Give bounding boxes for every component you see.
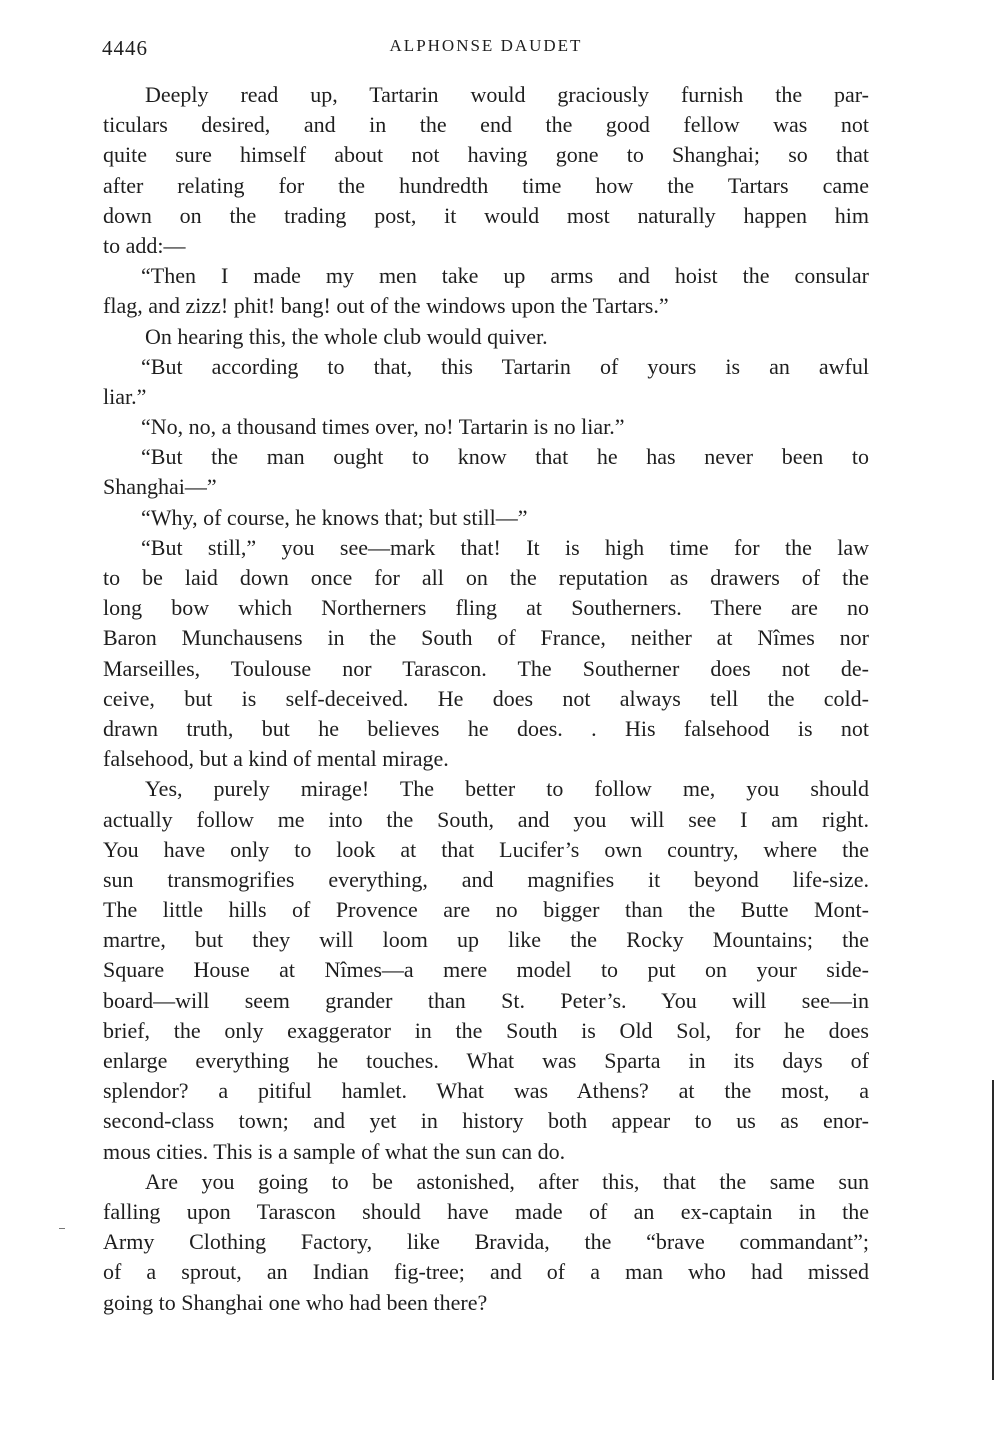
text-line: Shanghai—” bbox=[103, 474, 217, 500]
text-line: Baron Munchausens in the South of France, neither at Nîmes nor bbox=[103, 625, 869, 651]
text-line: “No, no, a thousand times over, no! Tartarin is no liar.” bbox=[141, 414, 625, 440]
text-line: Army Clothing Factory, like Bravida, the “brave commandant”; bbox=[103, 1229, 869, 1255]
text-line: You have only to look at that Lucifer’s own country, where the bbox=[103, 836, 869, 862]
text-line: Yes, purely mirage! The better to follow me, you should bbox=[145, 776, 869, 802]
text-line: Are you going to be astonished, after this, that the same sun bbox=[145, 1168, 869, 1194]
text-line: brief, the only exaggerator in the South is Old Sol, for he does bbox=[103, 1017, 869, 1043]
text-line: Square House at Nîmes—a mere model to put on your side- bbox=[103, 957, 869, 983]
text-line: mous cities. This is a sample of what the sun can do. bbox=[103, 1138, 566, 1164]
text-line: “But according to that, this Tartarin of yours is an awful bbox=[141, 353, 869, 379]
text-line: falling upon Tarascon should have made of an ex-captain in the bbox=[103, 1198, 869, 1224]
running-title: ALPHONSE DAUDET bbox=[389, 36, 583, 55]
text-line: long bow which Northerners fling at Southerners. There are no bbox=[103, 595, 869, 621]
text-line: second-class town; and yet in history both appear to us as enor- bbox=[103, 1108, 869, 1134]
running-head bbox=[102, 36, 870, 62]
text-line: ticulars desired, and in the end the good fellow was not bbox=[103, 112, 869, 138]
text-line: The little hills of Provence are no bigger than the Butte Mont- bbox=[103, 897, 869, 923]
text-line: sun transmogrifies everything, and magnifies it beyond life-size. bbox=[103, 866, 869, 892]
text-line: down on the trading post, it would most naturally happen him bbox=[103, 202, 869, 228]
text-line: Deeply read up, Tartarin would graciously furnish the par- bbox=[145, 82, 869, 107]
text-line: On hearing this, the whole club would quiver. bbox=[145, 323, 548, 349]
text-line: of a sprout, an Indian fig-tree; and of a man who had missed bbox=[103, 1259, 869, 1285]
page-number: 4446 bbox=[102, 36, 148, 60]
text-line: board—will seem grander than St. Peter’s. You will see—in bbox=[103, 987, 869, 1013]
text-line: liar.” bbox=[103, 383, 147, 409]
text-line: to be laid down once for all on the reputation as drawers of the bbox=[103, 565, 869, 590]
text-line: Marseilles, Toulouse nor Tarascon. The Southerner does not de- bbox=[103, 655, 869, 681]
text-line: “Why, of course, he knows that; but still—” bbox=[141, 504, 528, 530]
text-line: “Then I made my men take up arms and hoist the consular bbox=[141, 263, 869, 289]
page-edge-mark bbox=[992, 1080, 994, 1380]
text-line: to add:— bbox=[103, 232, 186, 258]
text-line: enlarge everything he touches. What was Sparta in its days of bbox=[103, 1048, 869, 1073]
text-line: after relating for the hundredth time how the Tartars came bbox=[103, 172, 869, 198]
text-line: martre, but they will loom up like the Rocky Mountains; the bbox=[103, 927, 869, 953]
text-line: going to Shanghai one who had been there? bbox=[103, 1289, 488, 1315]
text-line: flag, and zizz! phit! bang! out of the windows upon the Tartars.” bbox=[103, 293, 669, 319]
margin-speck bbox=[59, 1228, 65, 1229]
text-line: actually follow me into the South, and you will see I am right. bbox=[103, 806, 869, 832]
text-line: splendor? a pitiful hamlet. What was Athens? at the most, a bbox=[103, 1078, 869, 1104]
body-text bbox=[103, 80, 869, 1318]
text-line: falsehood, but a kind of mental mirage. bbox=[103, 746, 449, 772]
text-line: ceive, but is self-deceived. He does not always tell the cold- bbox=[103, 685, 869, 711]
text-line: “But still,” you see—mark that! It is high time for the law bbox=[141, 534, 869, 560]
text-line: “But the man ought to know that he has never been to bbox=[141, 444, 869, 470]
text-line: drawn truth, but he believes he does. . His falsehood is not bbox=[103, 715, 869, 741]
text-line: quite sure himself about not having gone to Shanghai; so that bbox=[103, 142, 869, 168]
